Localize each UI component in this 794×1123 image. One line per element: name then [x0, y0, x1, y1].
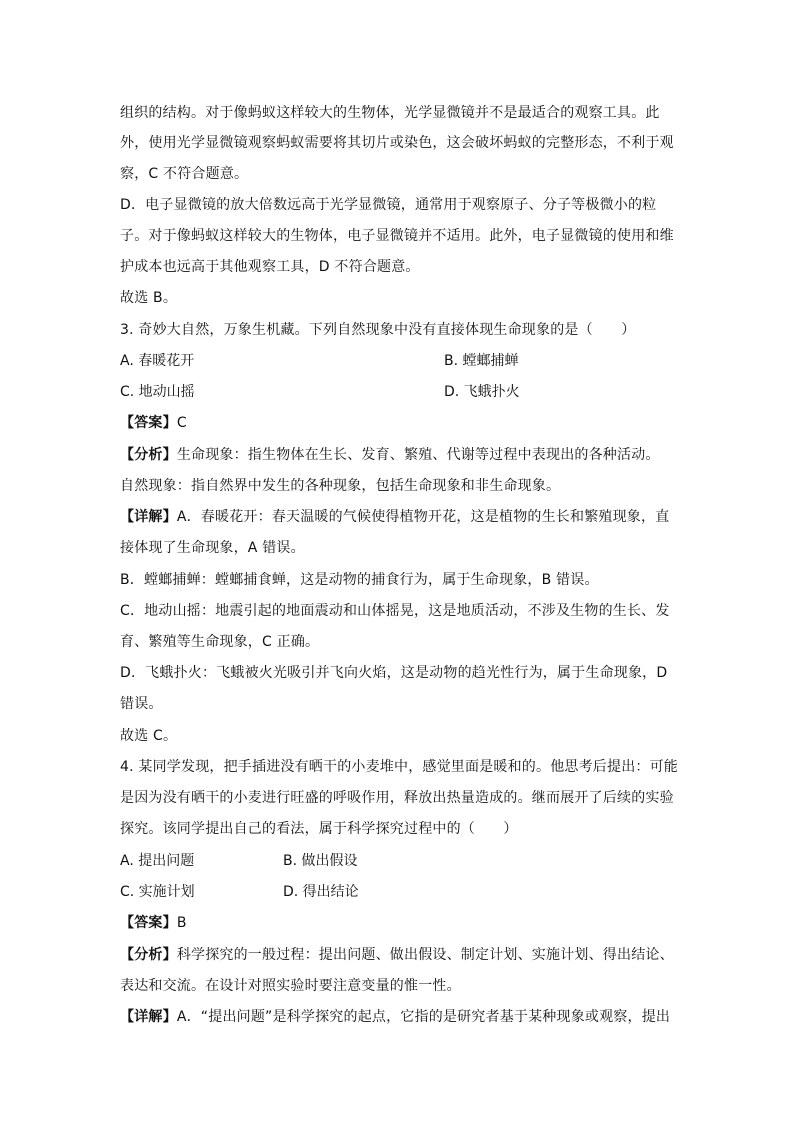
detail-text: A．“提出问题”是科学探究的起点，它指的是研究者基于某种现象或观察，提出: [176, 1009, 671, 1025]
text-line: 子。对于像蚂蚁这样较大的生物体，电子显微镜并不适用。此外，电子显微镜的使用和维: [120, 228, 674, 244]
q3-option-a: A. 春暖花开: [120, 353, 195, 369]
text-line: D．飞蛾扑火：飞蛾被火光吸引并飞向火焰，这是动物的趋光性行为，属于生命现象，D: [120, 665, 668, 681]
q3-option-c: C. 地动山摇: [120, 384, 195, 400]
question-4-stem: 4. 某同学发现，把手插进没有晒干的小麦堆中，感觉里面是暖和的。他思考后提出：可能: [120, 759, 679, 775]
q4-option-b: B. 做出假设: [283, 853, 358, 869]
text-line: 错误。: [120, 696, 163, 712]
q4-detail: [120, 1007, 670, 1027]
q3-answer: [120, 413, 187, 433]
q3-analysis: [120, 445, 660, 465]
q4-answer: [120, 913, 187, 933]
text-line: 组织的结构。对于像蚂蚁这样较大的生物体，光学显微镜并不是最适合的观察工具。此: [120, 105, 660, 121]
text-line: 自然现象：指自然界中发生的各种现象，包括生命现象和非生命现象。: [120, 478, 561, 494]
text-line: 察，C 不符合题意。: [120, 166, 249, 182]
question-3-stem: 3. 奇妙大自然，万象生机藏。下列自然现象中没有直接体现生命现象的是（ ）: [120, 322, 636, 338]
q4-option-d: D. 得出结论: [283, 884, 359, 900]
detail-tag: 【详解】: [120, 509, 177, 525]
q3-option-d: D. 飞蛾扑火: [444, 384, 520, 400]
detail-tag: 【详解】: [120, 1009, 177, 1025]
analysis-tag: 【分析】: [120, 947, 177, 963]
text-line: 是因为没有晒干的小麦进行旺盛的呼吸作用，释放出热量造成的。继而展开了后续的实验: [120, 790, 674, 806]
answer-tag: 【答案】: [120, 415, 177, 431]
text-line: D．电子显微镜的放大倍数远高于光学显微镜，通常用于观察原子、分子等极微小的粒: [120, 197, 657, 213]
conclusion-line: 故选 C。: [120, 728, 178, 744]
detail-text: A．春暖花开：春天温暖的气候使得植物开花，这是植物的生长和繁殖现象，直: [176, 509, 670, 525]
q4-option-c: C. 实施计划: [120, 884, 195, 900]
answer-value: B: [176, 915, 187, 931]
text-line: 外，使用光学显微镜观察蚂蚁需要将其切片或染色，这会破坏蚂蚁的完整形态，不利于观: [120, 135, 674, 151]
text-line: 护成本也远高于其他观察工具，D 不符合题意。: [120, 259, 420, 275]
answer-tag: 【答案】: [120, 915, 177, 931]
analysis-text: 生命现象：指生物体在生长、发育、繁殖、代谢等过程中表现出的各种活动。: [176, 447, 660, 463]
conclusion-line: 故选 B。: [120, 290, 178, 306]
text-line: C．地动山摇：地震引起的地面震动和山体摇晃，这是地质活动，不涉及生物的生长、发: [120, 603, 670, 619]
text-line: 育、繁殖等生命现象，C 正确。: [120, 634, 320, 650]
answer-value: C: [176, 415, 187, 431]
analysis-tag: 【分析】: [120, 447, 177, 463]
analysis-text: 科学探究的一般过程：提出问题、做出假设、制定计划、实施计划、得出结论、: [176, 947, 674, 963]
text-line: 表达和交流。在设计对照实验时要注意变量的惟一性。: [120, 978, 461, 994]
text-line: B．螳螂捕蝉：螳螂捕食蝉，这是动物的捕食行为，属于生命现象，B 错误。: [120, 572, 599, 588]
q3-option-b: B. 螳螂捕蝉: [444, 353, 519, 369]
q3-detail: [120, 507, 669, 527]
text-line: 接体现了生命现象，A 错误。: [120, 540, 305, 556]
q4-option-a: A. 提出问题: [120, 853, 195, 869]
q4-analysis: [120, 945, 674, 965]
text-line: 探究。该同学提出自己的看法，属于科学探究过程中的（ ）: [120, 821, 518, 837]
